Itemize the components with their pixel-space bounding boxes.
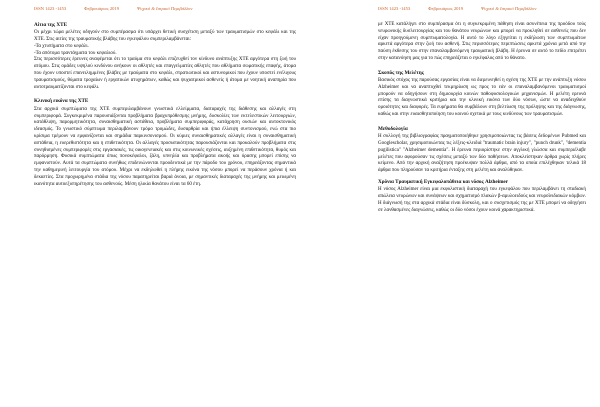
purpose-body: Βασικός στόχος της παρούσας εργασίας είναι να διερευνηθεί η σχέση της ΧΤΕ με την ανάπτυξη νόσου Alzheimer και να αναπτυχθεί τεκμηρίωση ως προς το εάν οι επαναλαμβανόμενοι τραυματισμοί μπορούν να οδηγήσουν στη δημιουργία κοινών παθοφυσιολογικών μηχανισμών. Η μελέτη ερευνά επίσης τα διαγνωστικά κριτήρια και την κλινική εικόνα των δύο νόσων, ώστε να αναδειχθούν ομοιότητες και διαφορές. Τα ευρήματα θα συμβάλουν στη βελτίωση της πρόληψης και της διάγνωσης, καθώς και στην ευαισθητοποίηση του κοινού σχετικά με τους κινδύνους των τραυματισμών. <box>378 78 586 118</box>
header-issn: ISSN 1423 -1453 <box>378 6 411 11</box>
cause-item: -Τα χτυπήματα στο κεφάλι. <box>34 43 89 49</box>
right-page <box>378 0 586 407</box>
continuation-paragraph: με ΧΤΕ κατάλήγει στο συμπέρασμα ότι η συγκεκριμένη πάθηση είναι ασυνέπεια της προόδου τούς νευρωνικής δυσλειτουργίας και του θανάτου νευρώνων και μπορεί να προκληθεί σε ασθενείς που δεν είχαν προηγούμενη συμπτωματολογία. Η αυτό το λόγο εξηγείται η εκδήλωση των συμπτωμάτων αρκετά αργότερα στην ζωή του ασθενή. Στις περισσότερες περιπτώσεις αρκετά χρόνια μετά από την παύση έκθεσης του στην επαναλαμβανόμενη τραυματική βλάβη. Η έρευνα σε αυτό το πεδίο επιτρέπει στην κατανόηση μας για το πώς επηρεάζεται ο εγκέφαλος από το θάνατο. <box>378 22 586 61</box>
section-title-causes: Αίτια της ΧΤΕ <box>34 22 68 28</box>
cte-alzheimer-body: Η νόσος Alzheimer είναι μια εκφυλιστική διαταραχή του εγκεφάλου που περιλαμβάνει τη σταδιακή απώλεια νευρώνων και συνάψεων και σχηματισμό πλακών β-αμυλοειδούς και νευροϊνιδιακών κόμβων. Η διάγνωσή της στα αρχικά στάδια είναι δύσκολη, και ο συσχετισμός της με ΧΤΕ μπορεί να οδηγήσει σε λανθασμένες διαγνώσεις, καθώς οι δύο νόσοι έχουν κοινά χαρακτηριστικά. <box>378 187 586 213</box>
section-title-clinical: Κλινική εικόνα της ΧΤΕ <box>34 98 89 105</box>
section-title-cte-alzheimer: Χρόνια Τραυματική Εγκεφαλοπάθεια και νόσος Alzheimer <box>378 178 509 185</box>
methodology-body: Η συλλογή της βιβλιογραφίας πραγματοποιήθηκε χρησιμοποιώντας τις βάσεις δεδομένων Pubmed και Googlescholar, χρησιμοποιώντας τις λέξεις-κλειδιά "traumatic brain injury", "punch drunk", "dementia pugilistica" "Alzheimer dementia". Η έρευνα περιορίστηκε στην αγγλική γλώσσα και συμπεριέλαβε μελέτες που αφορούσαν τις σχέσεις μεταξύ των δύο παθήσεων. Αποκλείστηκαν άρθρα χωρίς πλήρες κείμενο. Από την αρχική αναζήτηση προέκυψαν πολλά άρθρα, από τα οποία επιλέχθηκαν τελικά 18 άρθρα που πληρούσαν τα κριτήρια ένταξης στη μελέτη και αναλύθηκαν. <box>378 134 586 174</box>
clinical-body: Στα αρχικά συμπτώματα της ΧΤΕ συμπεριλαμβάνουν γνωστικά ελλείμματα, διαταραχές της διάθεσης και αλλαγές στη συμπεριφορά. Συγκεκριμένα παρουσιάζονται προβλήματα βραχυπρόθεσμης μνήμης, δυσκολίες των εκτελεστικών λειτουργιών, κατάθλιψη, παρορμητικότητα, συναισθηματική αστάθεια, προβλήματα συμπεριφοράς, κατάχρηση ουσιών και αυτοκτονικός ιδεασμός. Το γνωστικό σύμπτωμα περιλαμβάνουν τρόμο τρομώδες, δυσαρθρία και ήπια έλλειψη συντονισμού, ενώ στα πιο κρίσιμα τρέμουν να εμφανίζονται και σημάδια παρκινσονισμού. Οι κύριες συναισθηματικές αλλαγές είναι η συναισθηματική αστάθεια, η ευερεθιστότητα και η επιθετικότητα. Οι αλλαγές προσωπικότητας παρουσιάζονται και προκαλούν προβλήματα στις συνηθισμένες συμπεριφορές στις εργασιακές, τις οικογενειακές και στις κοινωνικές σχέσεις, αυξημένη επιθετικότητα, θυμός και παρόρμηση. Φυσικά συμπτώματα όπως πονοκέφαλοι, ζάλη, υπνηλία και προβλήματα ακοής και όρασης μπορεί επίσης να εμφανιστούν. Αυτά τα συμπτώματα συνήθως επιδεινώνονται προοδευτικά με την πάροδο του χρόνου, επηρεάζοντας σημαντικά την καθημερινή λειτουργία του ατόμου. Μέχρι να εκδηλωθεί η πλήρης εικόνα της νόσου μπορεί να περάσουν χρόνια ή και δεκαετίες. Στα προχωρημένα στάδια της νόσου παρατηρείται βαριά άνοια, με σημαντικές διαταραχές της μνήμης και μειωμένη ικανότητα αυτοεξυπηρέτησης του ασθενούς. Μέση ηλικία θανάτου είναι τα 60 έτη. <box>34 106 296 187</box>
causes-body: Στις περισσότερες έρευνες αναφέρεται ότι το τραύμα στο κεφάλι επιζευχθεί τον κίνδυνο ανάπτυξης ΧΤΕ αργότερα στη ζωή του ατόμου. Στις ομάδες υψηλού κινδύνου ανήκουν οι αθλητές και επαγγελματίες αθλητές που αθλήματα σωματικής επαφής, άτομα που έχουν υποστεί επανειλημμένες βλάβες με τραύματα στο κεφάλι, στρατιωτικοί και αστυνομικοί που έχουν υποστεί ενέλιγους τραυματισμούς, θύματα τροχαίων ή εργατικών ατυχημάτων, καθώς και ψυχιατρικοί ασθενείς ή άτομα με νοητική αναπηρία που αυτοτραυματίζονται στο κεφάλι. <box>34 57 296 90</box>
header-journal: Ψυχικό & Ιατρικό Περιβάλλον <box>481 6 537 11</box>
cause-item: -Τα απότομα τραντάγματα του κεφαλιού. <box>34 50 117 56</box>
header-issn: ISSN 1423 -1453 <box>34 6 67 11</box>
header-issue: Φεβρουάριος 2019 <box>84 6 120 11</box>
left-page <box>34 0 296 407</box>
page-header <box>378 0 586 15</box>
causes-intro: Οι μέχρι τώρα μελέτες οδηγούν στο συμπέρασμα ότι υπάρχει θετική συσχέτιση μεταξύ των τραυματισμών στο κεφάλι και της ΧΤΕ. Στις αιτίες της τραυματικής βλάβης του εγκεφάλου συμπεριλαμβάνεται: <box>34 30 296 43</box>
section-title-methodology: Μεθοδολογία <box>378 125 408 132</box>
header-journal: Ψυχικό & Ιατρικό Περιβάλλον <box>137 6 193 11</box>
page-header <box>34 0 296 15</box>
header-issue: Φεβρουάριος 2019 <box>428 6 464 11</box>
section-title-purpose: Σκοπός της Μελέτης <box>378 69 424 76</box>
